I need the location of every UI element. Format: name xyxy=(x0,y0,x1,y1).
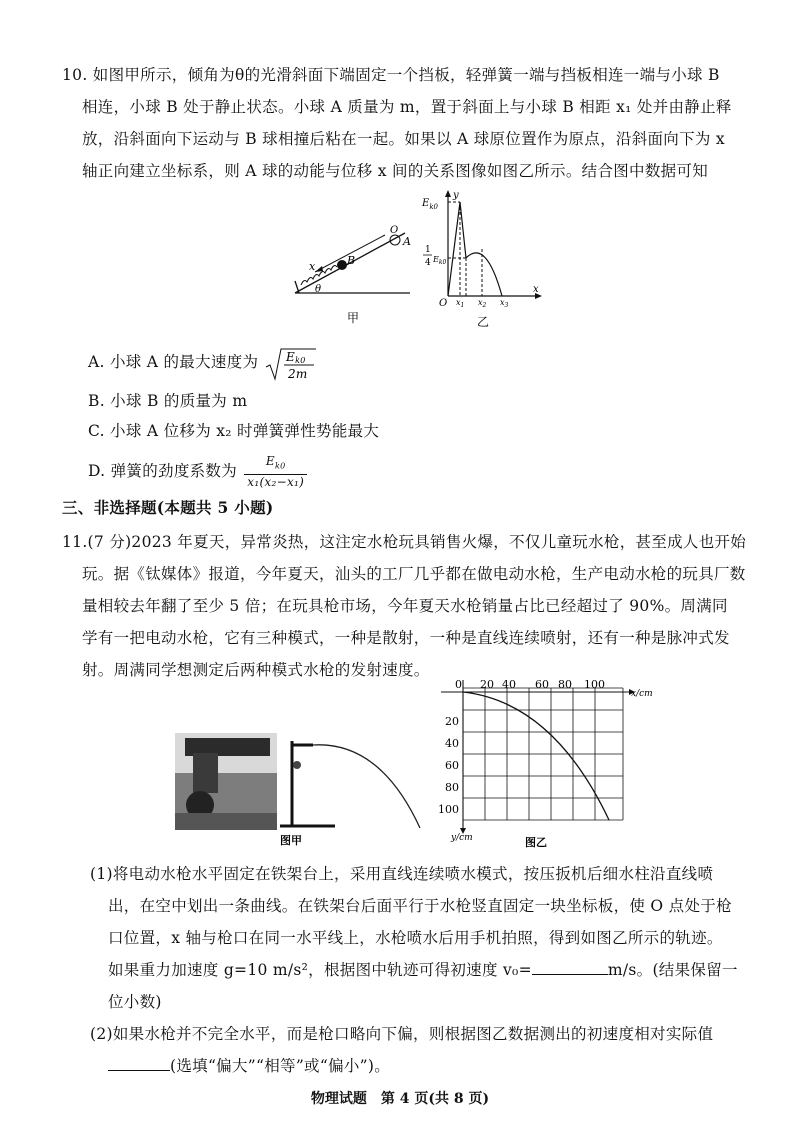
q10-line-2: 相连，小球 B 处于静止状态。小球 A 质量为 m，置于斜面上与小球 B 相距 x₁ 处并由静止释 xyxy=(82,98,732,116)
svg-text:x: x xyxy=(533,284,539,295)
svg-text:60: 60 xyxy=(535,680,549,691)
svg-text:2m: 2m xyxy=(287,366,308,381)
q11-part2-line-2: (选填“偏大”“相等”或“偏小”)。 xyxy=(108,1055,390,1077)
trajectory-grid xyxy=(433,680,663,855)
q11-line-3: 量相较去年翻了至少 5 倍；在玩具枪市场，今年夏天水枪销量占比已经超过了 90%。周满同 xyxy=(82,597,728,615)
q11-line-5: 射。周满同学想测定后两种模式水枪的发射速度。 xyxy=(82,661,430,679)
svg-text:B: B xyxy=(347,254,356,267)
q11-fig-jia-caption: 图甲 xyxy=(280,834,302,847)
svg-text:A: A xyxy=(403,235,411,248)
svg-text:θ: θ xyxy=(315,284,322,295)
ek-x-graph xyxy=(420,188,545,333)
svg-text:O: O xyxy=(390,225,399,236)
svg-text:y: y xyxy=(453,190,459,201)
q11-part1-line-3: 口位置，x 轴与枪口在同一水平线上，水枪喷水后用手机拍照，得到如图乙所示的轨迹。 xyxy=(108,929,723,947)
svg-text:x3: $x_3$ xyxy=(500,298,509,309)
ek-rise xyxy=(448,202,460,296)
fig-yi-caption: 乙 xyxy=(477,315,490,329)
svg-text:4: 4 xyxy=(425,258,431,268)
q10-line-3: 放，沿斜面向下运动与 B 球相撞后粘在一起。如果以 A 球原位置作为原点，沿斜面向下为 x xyxy=(82,130,725,148)
svg-text:100: 100 xyxy=(438,803,459,816)
q11-part1-line-5: 位小数) xyxy=(108,993,162,1011)
svg-text:80: 80 xyxy=(558,680,572,691)
option-c: C. 小球 A 位移为 x₂ 时弹簧弹性势能最大 xyxy=(88,422,380,440)
option-d: D. 弹簧的劲度系数为 $\frac{E_{k0}}{\text{x₁(x₂−x₁)}}$ xyxy=(88,451,309,491)
option-b: B. 小球 B 的质量为 m xyxy=(88,392,248,410)
svg-text:Ek0: $E_{k0}$ xyxy=(433,255,447,266)
svg-text:60: 60 xyxy=(445,759,459,772)
svg-text:40: 40 xyxy=(445,737,459,750)
spring-icon xyxy=(301,266,337,285)
q11-line-4: 学有一把电动水枪，它有三种模式，一种是散射，一种是直线连续喷射，还有一种是脉冲式发 xyxy=(82,629,730,647)
svg-text:100: 100 xyxy=(584,680,605,691)
q11-part1-line-2: 出，在空中划出一条曲线。在铁架台后面平行于水枪竖直固定一块坐标板，使 O 点处于枪 xyxy=(108,897,732,915)
q11-part1-line-1: (1)将电动水枪水平固定在铁架台上，采用直线连续喷水模式，按压扳机后细水柱沿直线喷 xyxy=(90,865,714,883)
page-footer: 物理试题 第 4 页(共 8 页) xyxy=(310,1091,490,1107)
answer-blank-v0[interactable] xyxy=(532,960,608,975)
svg-text:0: 0 xyxy=(455,680,462,691)
q11-line-2: 玩。据《钛媒体》报道，今年夏天，汕头的工厂几乎都在做电动水枪，生产电动水枪的玩具厂数 xyxy=(82,565,746,583)
incline-figure xyxy=(285,215,415,325)
fig-jia-caption: 甲 xyxy=(347,311,360,325)
q11-part2-line-1: (2)如果水枪并不完全水平，而是枪口略向下偏，则根据图乙数据测出的初速度相对实际值 xyxy=(90,1025,714,1043)
svg-text:x2: $x_2$ xyxy=(478,298,487,309)
svg-text:20: 20 xyxy=(480,680,494,691)
ball-b xyxy=(337,260,347,270)
svg-text:O: O xyxy=(439,298,448,309)
label-x: x xyxy=(309,260,316,273)
svg-text:40: 40 xyxy=(502,680,516,691)
svg-text:Ek0: $E_{k0}$ xyxy=(422,198,439,211)
section-3-title: 三、非选择题(本题共 5 小题) xyxy=(62,498,274,517)
q11-fig-yi-caption: 图乙 xyxy=(525,836,547,849)
ek-drop xyxy=(460,202,466,258)
option-a: A. 小球 A 的最大速度为 Ek0 2m xyxy=(88,345,316,379)
svg-text:y/cm: y/cm xyxy=(451,833,473,843)
q11-part1-line-4: 如果重力加速度 g=10 m/s²，根据图中轨迹可得初速度 v₀= m/s。(结果保留一 xyxy=(108,961,738,979)
q10-line-1: 10. 如图甲所示，倾角为θ的光滑斜面下端固定一个挡板，轻弹簧一端与挡板相连一端与小球 B xyxy=(62,66,720,84)
svg-text:1: 1 xyxy=(425,245,431,255)
svg-text:x1: $x_1$ xyxy=(456,298,465,309)
q11-line-1: 11.(7 分)2023 年夏天，异常炎热，这注定水枪玩具销售火爆，不仅儿童玩水枪，甚至成人也开始 xyxy=(62,533,747,551)
svg-text:20: 20 xyxy=(445,715,459,728)
answer-blank-bias[interactable] xyxy=(108,1056,170,1071)
ek-parabola xyxy=(466,253,502,296)
svg-text:80: 80 xyxy=(445,781,459,794)
water-gun-photo xyxy=(175,733,430,848)
svg-text:x/cm: x/cm xyxy=(631,689,653,699)
svg-text:Ek0: Ek0 xyxy=(285,349,306,365)
q10-line-4: 轴正向建立坐标系，则 A 球的动能与位移 x 间的关系图像如图乙所示。结合图中数据可知 xyxy=(82,162,709,180)
